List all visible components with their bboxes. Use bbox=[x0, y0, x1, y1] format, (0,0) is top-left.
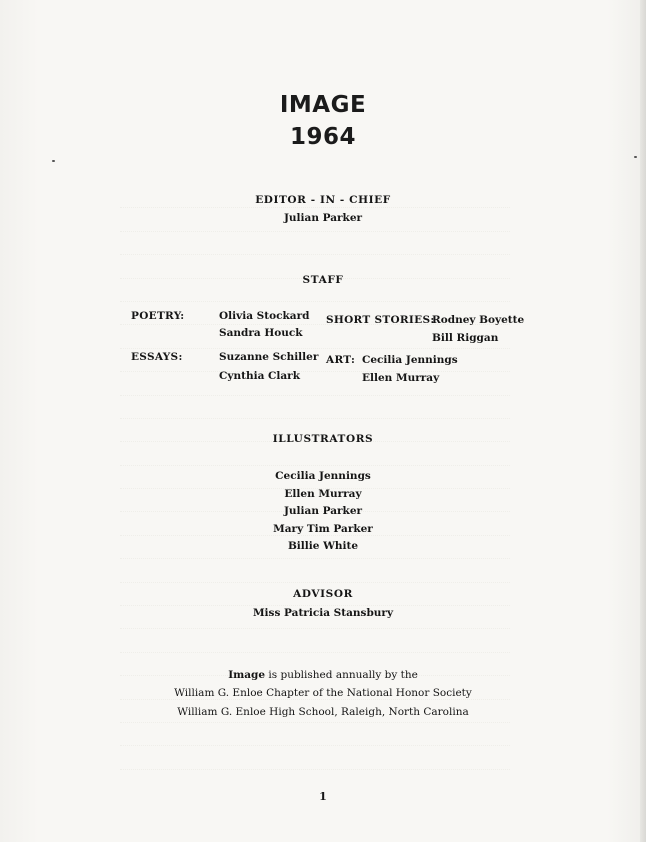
ink-speck bbox=[634, 156, 637, 158]
publication-statement-text: is published annually by the bbox=[265, 669, 418, 681]
editor-name: Julian Parker bbox=[283, 212, 363, 224]
ink-speck bbox=[52, 160, 55, 162]
illustrator-name: Ellen Murray bbox=[284, 487, 362, 500]
publication-title: IMAGE bbox=[279, 92, 367, 118]
illustrator-name: Billie White bbox=[287, 540, 359, 552]
staff-heading: STAFF bbox=[302, 274, 344, 286]
publication-name: Image bbox=[228, 669, 266, 681]
essays-name: Suzanne Schiller bbox=[219, 351, 319, 363]
illustrators-list bbox=[0, 468, 646, 556]
short-stories-name: Rodney Boyette bbox=[432, 314, 525, 326]
essays-name: Cynthia Clark bbox=[219, 370, 300, 382]
illustrators-heading: ILLUSTRATORS bbox=[272, 433, 374, 445]
editor-heading: EDITOR - IN - CHIEF bbox=[255, 194, 391, 206]
essays-label: ESSAYS: bbox=[131, 351, 183, 363]
poetry-name: Sandra Houck bbox=[219, 327, 303, 339]
art-name: Cecilia Jennings bbox=[362, 354, 458, 366]
publication-year: 1964 bbox=[289, 124, 356, 150]
publication-school: William G. Enloe High School, Raleigh, North Carolina bbox=[177, 706, 469, 718]
illustrator-name: Mary Tim Parker bbox=[273, 522, 373, 535]
short-stories-name: Bill Riggan bbox=[432, 332, 499, 344]
short-stories-label: SHORT STORIES: bbox=[326, 314, 435, 326]
poetry-label: POETRY: bbox=[131, 310, 185, 322]
illustrator-name: Cecilia Jennings bbox=[275, 470, 371, 482]
illustrator-name: Julian Parker bbox=[283, 505, 363, 517]
art-name: Ellen Murray bbox=[362, 372, 440, 384]
page-number: 1 bbox=[319, 790, 327, 803]
art-label: ART: bbox=[326, 354, 356, 366]
publication-chapter: William G. Enloe Chapter of the National Honor Society bbox=[174, 687, 472, 699]
poetry-name: Olivia Stockard bbox=[219, 310, 310, 322]
advisor-name: Miss Patricia Stansbury bbox=[252, 607, 394, 619]
advisor-heading: ADVISOR bbox=[293, 588, 353, 600]
publication-statement-line bbox=[0, 669, 646, 681]
